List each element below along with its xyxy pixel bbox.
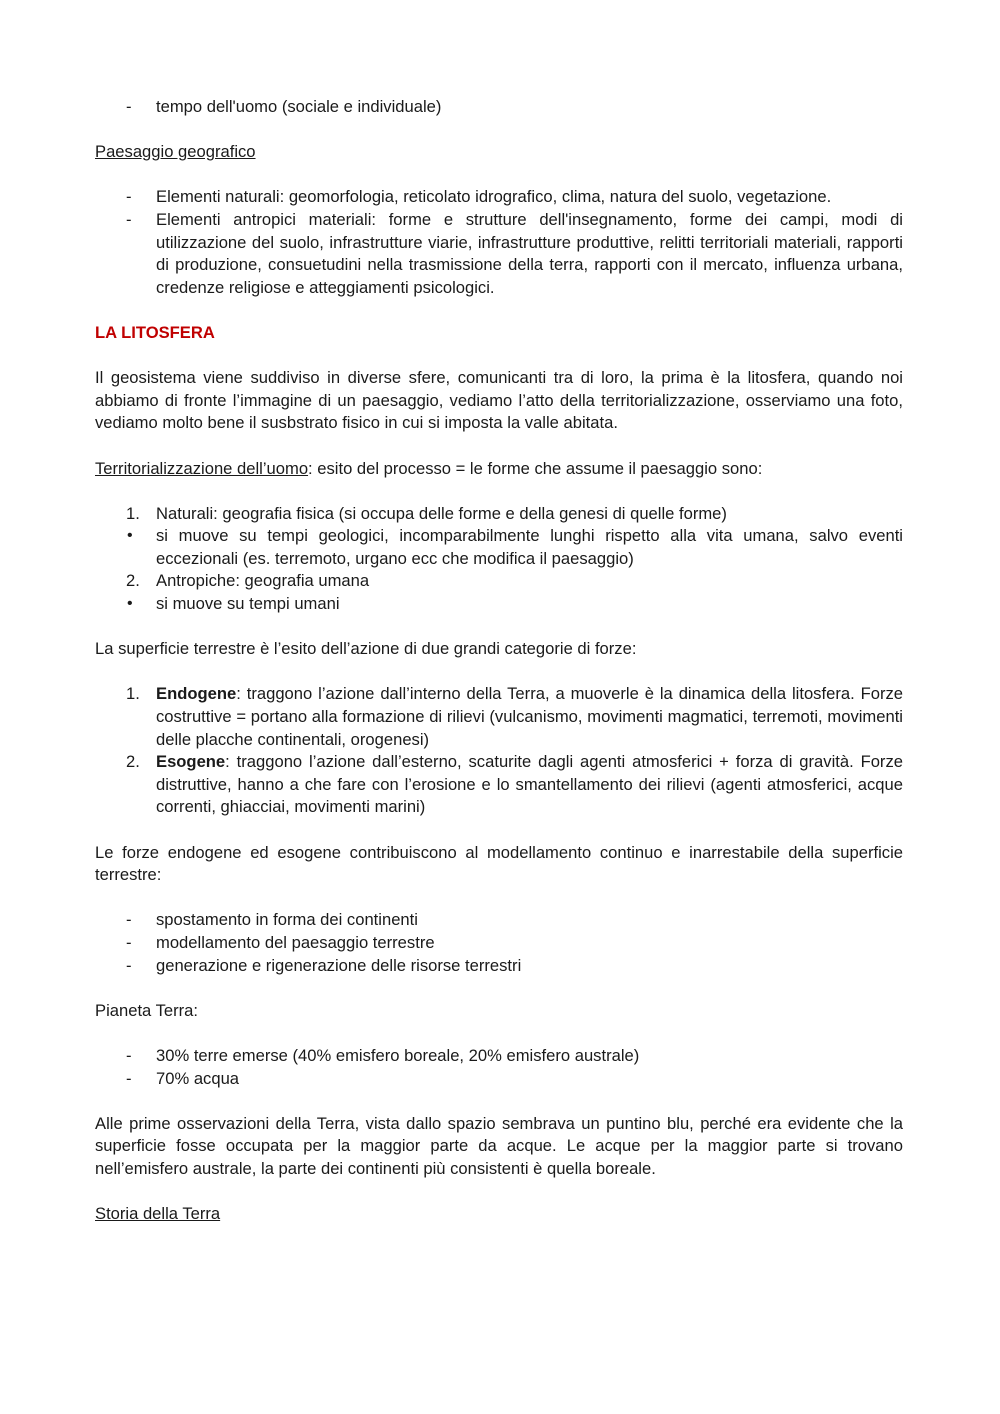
- dash-marker: -: [126, 97, 132, 116]
- list-item-text: : traggono l’azione dall’esterno, scaturite dagli agenti atmosferici + forza di gravità. Forze distruttive, hanno a che fare con l’erosione e lo smantellamento dei rilievi (agenti atmosferici, acque correnti, ghiacciai, movimenti marini): [156, 752, 903, 817]
- list-item: [95, 503, 903, 526]
- list-item: [95, 525, 903, 570]
- pianeta-label: Pianeta Terra:: [95, 1000, 199, 1020]
- list-item: [95, 932, 903, 955]
- list-item-text: Elementi antropici materiali: forme e strutture dell'insegnamento, forme dei campi, modi di utilizzazione del suolo, infrastrutture viarie, infrastrutture produttive, relitti territoriali materiali, rapporti di produzione, consuetudini nella trasmissione della terra, rapporti con il mercato, influenza urbana, credenze religiose e atteggiamenti psicologici.: [156, 209, 903, 297]
- list-item: [95, 209, 903, 299]
- list-item-text: Antropiche: geografia umana: [156, 571, 370, 591]
- dash-marker: -: [126, 955, 132, 975]
- number-marker: 2.: [126, 752, 140, 772]
- term-endogene: Endogene: [156, 684, 237, 704]
- list-item-text: 70% acqua: [156, 1068, 240, 1088]
- dash-marker: -: [126, 1068, 132, 1088]
- list-item-text: si muove su tempi geologici, incomparabilmente lunghi rispetto alla vita umana, salvo eventi eccezionali (es. terremoto, urgano ecc che modifica il paesaggio): [156, 526, 903, 568]
- dash-marker: -: [126, 187, 132, 207]
- number-marker: 2.: [126, 571, 140, 591]
- number-marker: 1.: [126, 684, 140, 704]
- territorializzazione-label: Territorializzazione dell’uomo: [95, 458, 309, 478]
- list-item: [95, 1045, 903, 1068]
- number-marker: 1.: [126, 503, 140, 523]
- dash-marker: -: [126, 932, 132, 952]
- list-item-text: spostamento in forma dei continenti: [156, 910, 418, 930]
- top-dash-list: [95, 96, 903, 119]
- list-item-text: tempo dell'uomo (sociale e individuale): [156, 97, 442, 116]
- paesaggio-list: [95, 186, 903, 299]
- list-item-text: 30% terre emerse (40% emisfero boreale, 20% emisfero australe): [156, 1045, 640, 1065]
- dash-marker: -: [126, 1045, 132, 1065]
- territorializzazione-text: : esito del processo = le forme che assume il paesaggio sono:: [308, 458, 763, 478]
- osservazioni-paragraph: Alle prime osservazioni della Terra, vista dallo spazio sembrava un puntino blu, perché era evidente che la superficie fosse occupata per la maggior parte da acque. Le acque per la maggior parte si trovano nell’emisfero australe, la parte dei continenti più consistenti è quella boreale.: [95, 1113, 903, 1178]
- bullet-marker: •: [127, 527, 133, 545]
- list-item: [95, 909, 903, 932]
- list-item-text: Elementi naturali: geomorfologia, reticolato idrografico, clima, natura del suolo, vegetazione.: [156, 187, 832, 207]
- document-page: [95, 96, 903, 1226]
- list-item-text: modellamento del paesaggio terrestre: [156, 932, 435, 952]
- dash-marker: -: [126, 910, 132, 930]
- list-item: [95, 186, 903, 209]
- list-item: [95, 96, 903, 119]
- list-item: [95, 570, 903, 593]
- term-esogene: Esogene: [156, 752, 226, 772]
- list-item-text: Naturali: geografia fisica (si occupa delle forme e della genesi di quelle forme): [156, 503, 727, 523]
- intro-paragraph: Il geosistema viene suddiviso in diverse sfere, comunicanti tra di loro, la prima è la litosfera, quando noi abbiamo di fronte l’immagine di un paesaggio, vediamo l’atto della territorializzazione, osserviamo una foto, vediamo molto bene il susbstrato fisico in cui si imposta la valle abitata.: [95, 368, 903, 433]
- list-item: [95, 593, 903, 616]
- modellamento-paragraph: Le forze endogene ed esogene contribuiscono al modellamento continuo e inarrestabile della superficie terrestre:: [95, 842, 903, 885]
- modellamento-list: [95, 909, 903, 977]
- section-title: LA LITOSFERA: [95, 322, 215, 342]
- forze-list: [95, 683, 903, 819]
- list-item-text: generazione e rigenerazione delle risorse terrestri: [156, 955, 522, 975]
- paesaggio-heading: Paesaggio geografico: [95, 142, 256, 162]
- list-item-text: : traggono l’azione dall’interno della Terra, a muoverle è la dinamica della litosfera. Forze costruttive = portano alla formazione di rilievi (vulcanismo, movimenti magmatici, terremoti, movimenti delle placche continentali, orogenesi): [156, 684, 903, 749]
- list-item: [95, 955, 903, 978]
- forme-list: [95, 503, 903, 616]
- list-item: [95, 1068, 903, 1091]
- pianeta-list: [95, 1045, 903, 1090]
- list-item: [95, 751, 903, 819]
- storia-heading: Storia della Terra: [95, 1204, 221, 1224]
- bullet-marker: •: [127, 595, 133, 613]
- forze-intro: La superficie terrestre è l’esito dell’azione di due grandi categorie di forze:: [95, 639, 637, 659]
- list-item-text: si muove su tempi umani: [156, 594, 340, 614]
- territorializzazione-line: [95, 458, 903, 481]
- dash-marker: -: [126, 209, 132, 229]
- list-item: [95, 683, 903, 751]
